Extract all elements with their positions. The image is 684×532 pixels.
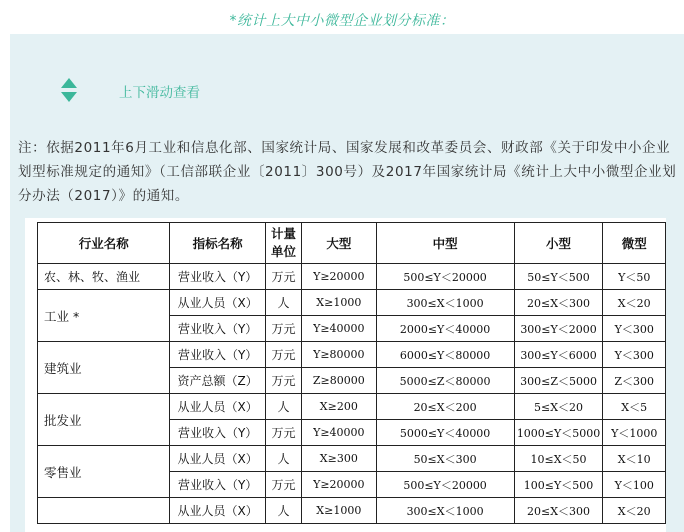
small-cell: 300≤Y＜2000: [514, 316, 603, 342]
unit-cell: 人: [265, 446, 301, 472]
table-row: [38, 498, 666, 524]
indicator-cell: 从业人员（X）: [170, 394, 265, 420]
small-cell: 20≤X＜300: [514, 290, 603, 316]
large-cell: X≥1000: [302, 290, 376, 316]
table-header-row: [38, 223, 666, 264]
small-cell: 1000≤Y＜5000: [514, 420, 603, 446]
medium-cell: 2000≤Y＜40000: [376, 316, 514, 342]
large-cell: Y≥20000: [302, 472, 376, 498]
medium-cell: 20≤X＜200: [376, 394, 514, 420]
micro-cell: Y＜100: [603, 472, 666, 498]
micro-cell: Y＜1000: [603, 420, 666, 446]
unit-cell: 万元: [265, 342, 301, 368]
medium-cell: 5000≤Y＜40000: [376, 420, 514, 446]
indicator-cell: 营业收入（Y）: [170, 472, 265, 498]
table-row: [38, 264, 666, 290]
indicator-cell: 从业人员（X）: [170, 446, 265, 472]
indicator-cell: 营业收入（Y）: [170, 342, 265, 368]
large-cell: Y≥40000: [302, 316, 376, 342]
table-scroll-area[interactable]: [25, 218, 666, 532]
indicator-cell: 营业收入（Y）: [170, 420, 265, 446]
small-cell: 300≤Y＜6000: [514, 342, 603, 368]
medium-cell: 300≤X＜1000: [376, 498, 514, 524]
header-small: 小型: [514, 223, 603, 264]
header-indicator: 指标名称: [170, 223, 265, 264]
large-cell: X≥1000: [302, 498, 376, 524]
industry-cell: 农、林、牧、渔业: [38, 264, 170, 290]
table-row: [38, 342, 666, 368]
note-text: 注：依据2011年6月工业和信息化部、国家统计局、国家发展和改革委员会、财政部《关于印发中小企业划型标准规定的通知》（工信部联企业〔2011〕300号）及2017年国家统计局《统计上大中小微型企业划分办法（2017）》的通知。: [18, 140, 677, 204]
header-unit: 计量单位: [265, 223, 301, 264]
micro-cell: Y＜300: [603, 316, 666, 342]
header-industry: 行业名称: [38, 223, 170, 264]
table-row: [38, 290, 666, 316]
unit-cell: 万元: [265, 264, 301, 290]
micro-cell: X＜20: [603, 498, 666, 524]
large-cell: Y≥40000: [302, 420, 376, 446]
industry-cell: 工业 *: [38, 290, 170, 342]
micro-cell: X＜5: [603, 394, 666, 420]
enterprise-classification-table: [37, 222, 666, 524]
large-cell: Y≥80000: [302, 342, 376, 368]
large-cell: X≥300: [302, 446, 376, 472]
micro-cell: Z＜300: [603, 368, 666, 394]
industry-cell: 批发业: [38, 394, 170, 446]
small-cell: 20≤X＜300: [514, 498, 603, 524]
small-cell: 100≤Y＜500: [514, 472, 603, 498]
small-cell: 5≤X＜20: [514, 394, 603, 420]
content-panel[interactable]: [10, 34, 684, 532]
medium-cell: 50≤X＜300: [376, 446, 514, 472]
medium-cell: 500≤Y＜20000: [376, 264, 514, 290]
medium-cell: 300≤X＜1000: [376, 290, 514, 316]
header-medium: 中型: [376, 223, 514, 264]
unit-cell: 人: [265, 498, 301, 524]
industry-cell: [38, 498, 170, 524]
table-row: [38, 394, 666, 420]
up-down-arrows-icon: [60, 78, 78, 104]
micro-cell: Y＜50: [603, 264, 666, 290]
header-large: 大型: [302, 223, 376, 264]
unit-cell: 万元: [265, 368, 301, 394]
small-cell: 50≤Y＜500: [514, 264, 603, 290]
unit-cell: 万元: [265, 316, 301, 342]
header-micro: 微型: [603, 223, 666, 264]
indicator-cell: 营业收入（Y）: [170, 316, 265, 342]
scroll-hint: [60, 78, 200, 104]
industry-cell: 建筑业: [38, 342, 170, 394]
unit-cell: 人: [265, 394, 301, 420]
large-cell: X≥200: [302, 394, 376, 420]
medium-cell: 500≤Y＜20000: [376, 472, 514, 498]
large-cell: Z≥80000: [302, 368, 376, 394]
large-cell: Y≥20000: [302, 264, 376, 290]
small-cell: 300≤Z＜5000: [514, 368, 603, 394]
table-row: [38, 446, 666, 472]
indicator-cell: 从业人员（X）: [170, 498, 265, 524]
unit-cell: 万元: [265, 420, 301, 446]
micro-cell: Y＜300: [603, 342, 666, 368]
indicator-cell: 营业收入（Y）: [170, 264, 265, 290]
page-title: *统计上大中小微型企业划分标准：: [229, 13, 455, 29]
micro-cell: X＜10: [603, 446, 666, 472]
micro-cell: X＜20: [603, 290, 666, 316]
medium-cell: 6000≤Y＜80000: [376, 342, 514, 368]
industry-cell: 零售业: [38, 446, 170, 498]
medium-cell: 5000≤Z＜80000: [376, 368, 514, 394]
scroll-hint-label: 上下滑动查看: [119, 85, 200, 101]
small-cell: 10≤X＜50: [514, 446, 603, 472]
indicator-cell: 资产总额（Z）: [170, 368, 265, 394]
unit-cell: 人: [265, 290, 301, 316]
indicator-cell: 从业人员（X）: [170, 290, 265, 316]
unit-cell: 万元: [265, 472, 301, 498]
